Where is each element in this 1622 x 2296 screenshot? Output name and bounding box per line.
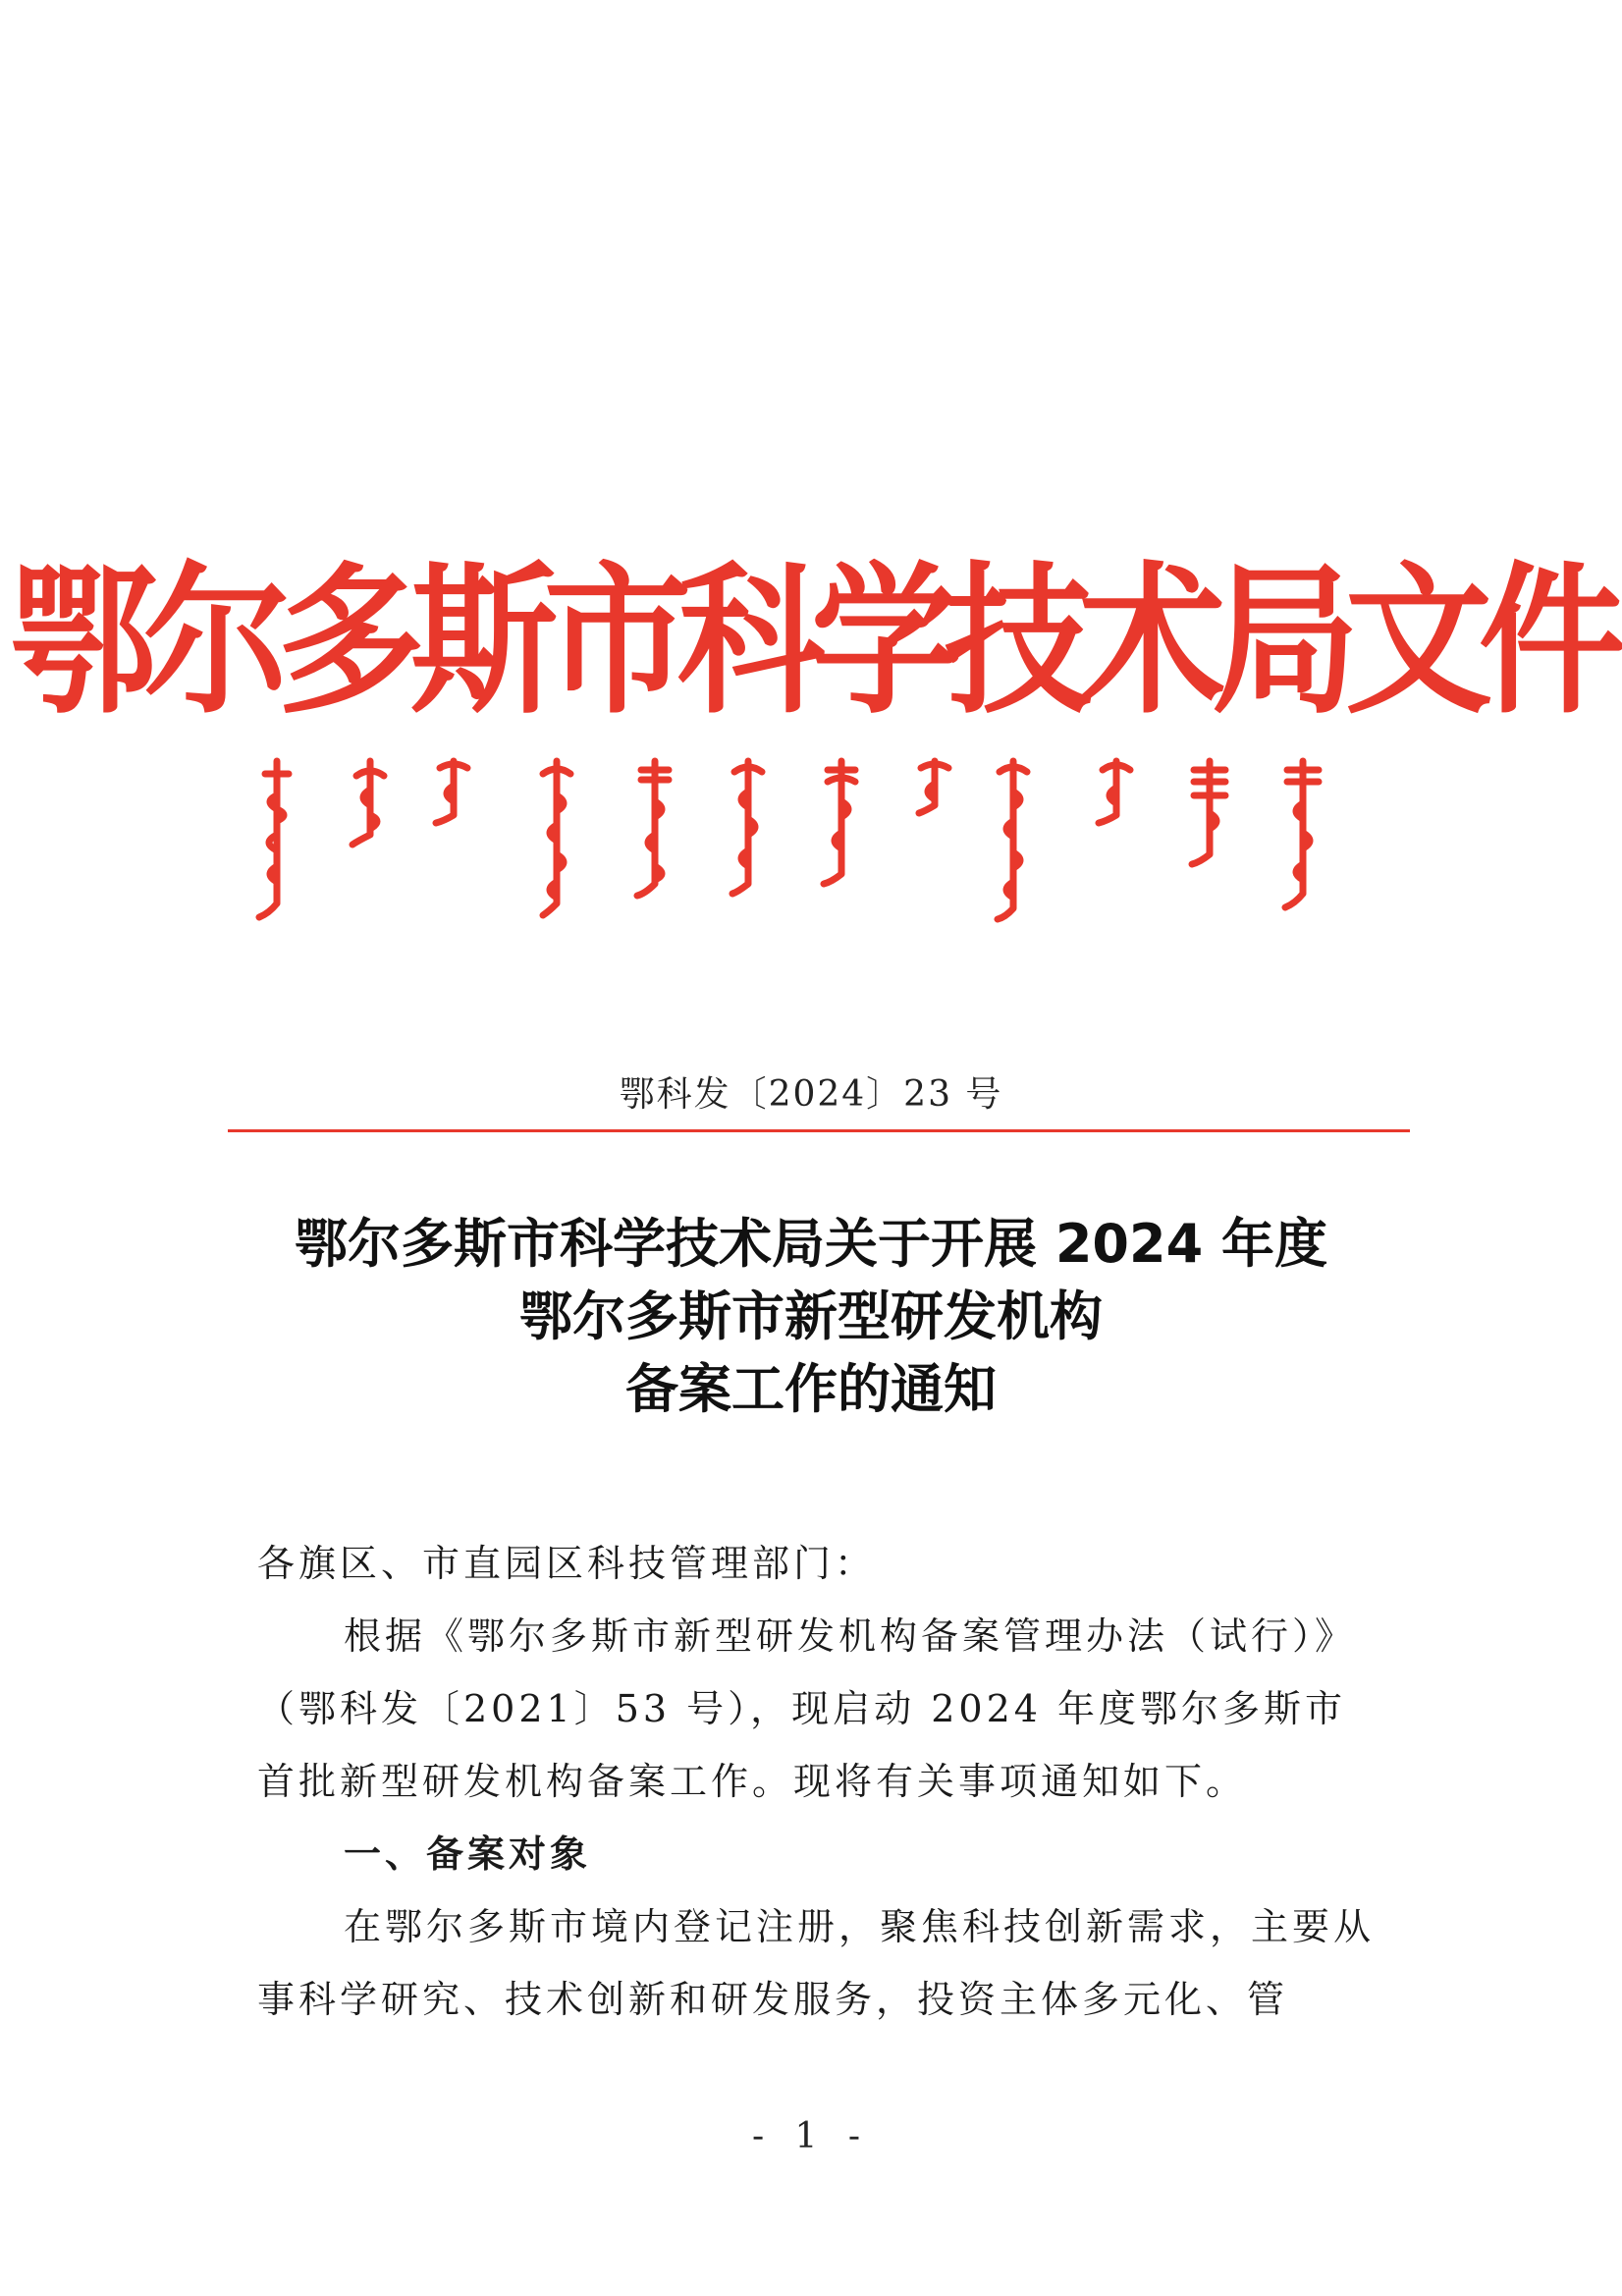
mongolian-word <box>919 761 948 813</box>
notice-body <box>257 1527 1377 2036</box>
notice-title <box>0 1208 1622 1426</box>
mongolian-word <box>1285 761 1319 907</box>
salutation: 各旗区、市直园区科技管理部门： <box>257 1542 877 1585</box>
mongolian-word <box>998 761 1027 919</box>
paragraph-filing-targets: 在鄂尔多斯市境内登记注册，聚焦科技创新需求，主要从事科学研究、技术创新和研发服务，投资主体多元化、管 <box>257 1905 1376 2021</box>
paragraph-basis: 根据《鄂尔多斯市新型研发机构备案管理办法（试行）》（鄂科发〔2021〕53 号），现启动 2024 年度鄂尔多斯市首批新型研发机构备案工作。现将有关事项通知如下。 <box>257 1614 1357 1803</box>
mongolian-word <box>352 761 384 845</box>
mongolian-word <box>259 761 289 917</box>
section-heading-filing-targets: 一、备案对象 <box>344 1832 592 1876</box>
notice-title-line-2: 鄂尔多斯市新型研发机构 <box>519 1285 1103 1347</box>
document-number: 鄂科发〔2024〕23 号 <box>619 1074 1003 1115</box>
mongolian-script-line <box>255 756 1384 923</box>
red-divider-line <box>228 1129 1410 1132</box>
page-number: - 1 - <box>751 2116 871 2157</box>
mongolian-word <box>732 761 762 894</box>
masthead-title: 鄂尔多斯市科学技术局文件 <box>9 548 1612 737</box>
mongolian-word <box>436 761 467 823</box>
notice-title-line-1: 鄂尔多斯市科学技术局关于开展 2024 年度 <box>295 1213 1327 1275</box>
mongolian-word <box>1192 761 1225 864</box>
notice-title-line-3: 备案工作的通知 <box>625 1358 997 1420</box>
mongolian-word <box>824 761 855 884</box>
mongolian-word <box>1099 761 1130 823</box>
mongolian-word <box>543 761 570 915</box>
mongolian-word <box>637 761 669 896</box>
